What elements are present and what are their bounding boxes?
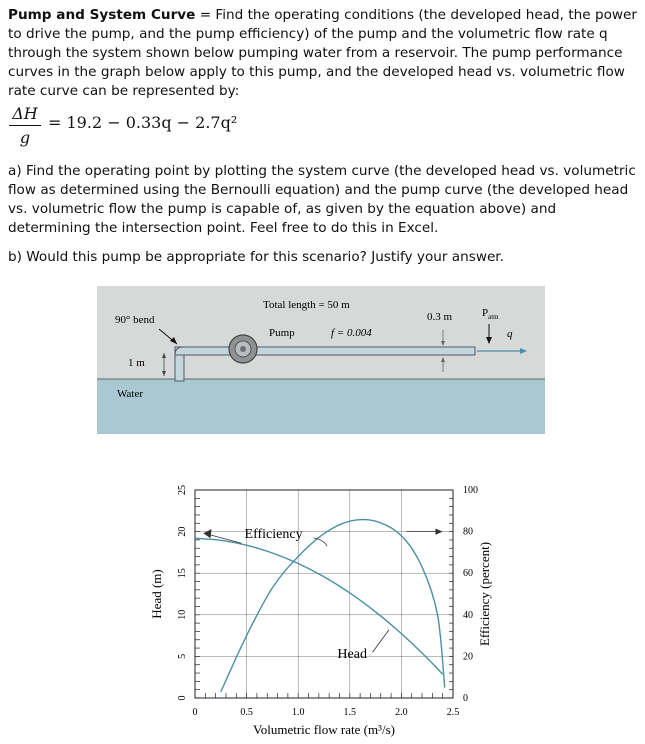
- y-right-axis-label: Efficiency (percent): [477, 541, 492, 647]
- pump-performance-chart: [137, 456, 502, 740]
- x-tick-label: 0.5: [240, 707, 253, 718]
- friction-label: f = 0.004: [331, 327, 372, 339]
- height-label: 1 m: [128, 357, 145, 369]
- pump-label: Pump: [269, 327, 295, 339]
- chart-svg: [137, 456, 502, 740]
- equation-fraction: [8, 104, 42, 147]
- bend-label: 90° bend: [115, 314, 155, 326]
- patm-label: $P_{atm}$: [482, 307, 499, 321]
- y-left-tick-label: 10: [177, 609, 188, 620]
- efficiency-annotation: Efficiency: [244, 526, 303, 542]
- y-right-tick-label: 80: [463, 526, 473, 538]
- y-right-tick-label: 60: [463, 568, 473, 580]
- x-tick-label: 0: [192, 707, 198, 718]
- system-diagram: [97, 286, 545, 434]
- total-length-label: Total length = 50 m: [263, 299, 350, 311]
- system-figure: [97, 286, 545, 434]
- part-b-text: b) Would this pump be appropriate for this scenario? Justify your answer.: [8, 249, 504, 265]
- equation-numerator: ΔH: [12, 104, 38, 123]
- equation-denominator: g: [19, 128, 31, 147]
- head-annotation: Head: [337, 647, 367, 663]
- gap-label: 0.3 m: [427, 311, 453, 323]
- y-left-tick-label: 15: [177, 568, 188, 579]
- y-left-tick-label: 25: [177, 485, 188, 495]
- equation-rhs: = 19.2 − 0.33q − 2.7q²: [48, 113, 238, 132]
- y-right-tick-label: 40: [463, 609, 473, 621]
- part-a-text: a) Find the operating point by plotting the system curve (the developed head vs. volumetric flow as determined using the Bernoulli equation) and the pump curve (the developed head vs. volumetric flow the pump is capable of, as given by the equation above) and determining the intersection point. Feel free to do this in Excel.: [8, 163, 636, 236]
- y-left-axis-label: Head (m): [149, 569, 164, 619]
- x-tick-label: 1.0: [291, 707, 305, 718]
- x-tick-label: 2.5: [446, 707, 460, 718]
- x-tick-label: 2.0: [395, 707, 408, 718]
- y-right-tick-label: 100: [463, 485, 478, 496]
- y-left-tick-label: 20: [177, 526, 188, 537]
- y-right-tick-label: 0: [463, 693, 468, 704]
- flow-label: q: [507, 328, 513, 340]
- water-label: Water: [117, 388, 143, 400]
- y-left-tick-label: 0: [177, 695, 188, 701]
- chart-background: [137, 456, 502, 740]
- x-axis-label: Volumetric flow rate (m³/s): [253, 722, 395, 737]
- y-left-tick-label: 5: [177, 653, 188, 659]
- problem-intro: [8, 6, 638, 101]
- fraction-bar: [9, 125, 41, 126]
- pump-hub-icon: [240, 346, 246, 352]
- reservoir-water: [97, 379, 545, 434]
- discharge-pipe: [175, 347, 475, 355]
- x-tick-label: 1.5: [343, 707, 357, 718]
- problem-title: Pump and System Curve: [8, 7, 196, 23]
- y-right-tick-label: 20: [463, 651, 473, 663]
- problem-intro-text: = Find the operating conditions (the developed head, the power to drive the pump, and the pump efficiency) of the pump and the volumetric flow rate q through the system shown below pumping water from a reservoir. The pump performance curves in the graph below apply to this pump, and the developed head vs. volumetric flow rate curve can be represented by:: [8, 7, 637, 99]
